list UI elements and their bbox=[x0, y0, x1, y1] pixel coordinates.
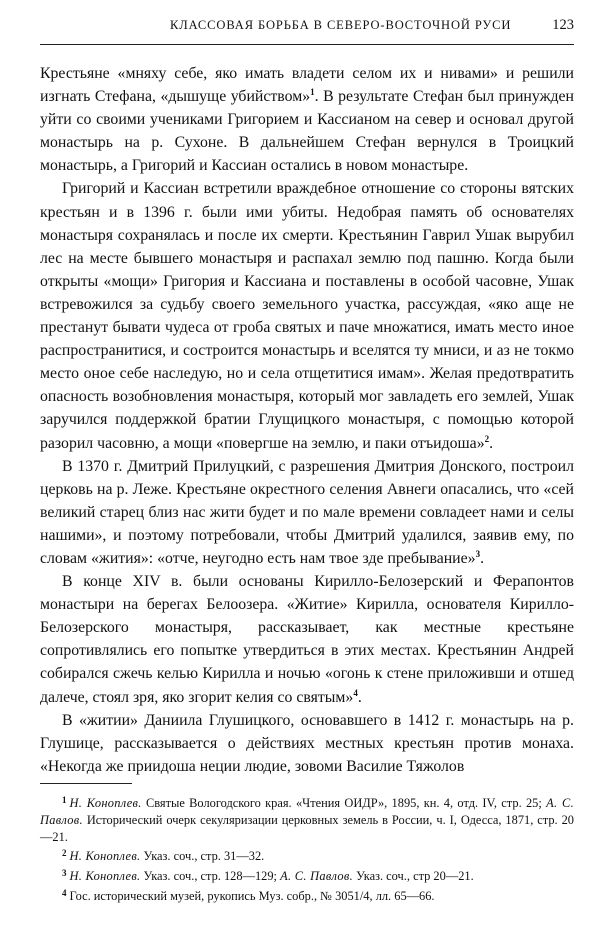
footnote-rule bbox=[40, 783, 132, 784]
footnote-ref[interactable]: 3 bbox=[475, 548, 481, 559]
footnote-ref[interactable]: 2 bbox=[484, 433, 490, 444]
footnote: $^1$ Н. Коноплев. Святые Вологодского края. «Чтения ОИДР», 1895, кн. 4, отд. IV, стр. 25; А. С. Павлов. Исторический очерк секуляризации церковных земель в России, ч. I, Одесса, 1871, стр. 20—21. bbox=[40, 795, 574, 844]
footnote-ref[interactable]: 1 bbox=[310, 87, 315, 98]
paragraph: В «житии» Даниила Глушицкого, основавшего в 1412 г. монастырь на р. Глушице, рассказывается о действиях местных крестьян против монаха. «Некогда же приидоша неции людие, зовоми Василие Тяжолов bbox=[40, 711, 574, 775]
footnote: $^2$ Н. Коноплев. Указ. соч., стр. 31—32. bbox=[62, 848, 265, 864]
paragraph: Крестьяне «мняху себе, яко имать владети селом их и нивами» и решили изгнать Стефана, «дышуще убийством»$^1$. В результате Стефан был принужден уйти со своими учениками Григорием и Кассианом на север и основал другой монастырь на р. Сухоне. В дальнейшем Стефан вернулся в Троицкий монастырь, а Григорий и Кассиан остались в новом монастыре. bbox=[40, 65, 574, 175]
main-text bbox=[40, 62, 574, 778]
header-rule bbox=[40, 44, 574, 45]
paragraph: В 1370 г. Дмитрий Прилуцкий, с разрешения Дмитрия Донского, построил церковь на р. Леже. Крестьяне окрестного селения Авнеги опасались, что «сей великий старец близ нас жити будет и по мале времени совладеет нами и селы нашими», и поэтому потребовали, чтобы Дмитрий удалился, заявив ему, по словам «жития»: «отче, неугодно есть нам твое зде пребывание»$^3$. bbox=[40, 457, 574, 567]
footnotes bbox=[40, 792, 574, 905]
paragraph: Григорий и Кассиан встретили враждебное отношение со стороны вятских крестьян и в 1396 г. были ими убиты. Недобрая память об основателях монастыря сохранялась и после их смерти. Крестьянин Гаврил Ушак вырубил лес на месте бывшего монастыря и распахал землю под пашню. Когда были открыты «мощи» Григория и Кассиана и поставлены в особой часовне, Ушак встревожился за судьбу своего земельного участка, рассуждая, «яко аще не престанут бывати чудеса от гроба святых и паче множатися, имать место иное распространитися, и состроится монастырь и вселятся ту мниси, и аз не токмо место оное себе наследую, но и села отщетитися имам». Желая предотвратить опасность возобновления монастыря, который мог завладеть его землей, Ушак заручился поддержкой братии Глущицкого монастыря, с помощью которой разорил часовню, а мощи «повергше на землю, и паки отъидоша»$^2$. bbox=[40, 180, 574, 452]
page-number: 123 bbox=[552, 17, 574, 33]
footnote: $^4$ Гос. исторический музей, рукопись Муз. собр., № 3051/4, лл. 65—66. bbox=[62, 887, 435, 903]
footnote-ref[interactable]: 4 bbox=[353, 687, 358, 698]
paragraph: В конце XIV в. были основаны Кирилло-Белозерский и Ферапонтов монастыри на берегах Белоозера. «Житие» Кирилла, основателя Кирилло-Белозерского монастыря, рассказывает, как местные крестьяне сопротивлялись его попытке утвердиться в этих местах. Крестьянин Андрей собирался сжечь келью Кирилла и ночью «огонь к стене приложивши и отшед далече, стоял зря, яко згорит келия со святым»$^4$. bbox=[40, 573, 574, 706]
footnote: $^3$ Н. Коноплев. Указ. соч., стр. 128—129; А. С. Павлов. Указ. соч., стр 20—21. bbox=[62, 868, 474, 884]
running-title: КЛАССОВАЯ БОРЬБА В СЕВЕРО-ВОСТОЧНОЙ РУСИ bbox=[170, 18, 512, 32]
page-header bbox=[40, 16, 574, 38]
